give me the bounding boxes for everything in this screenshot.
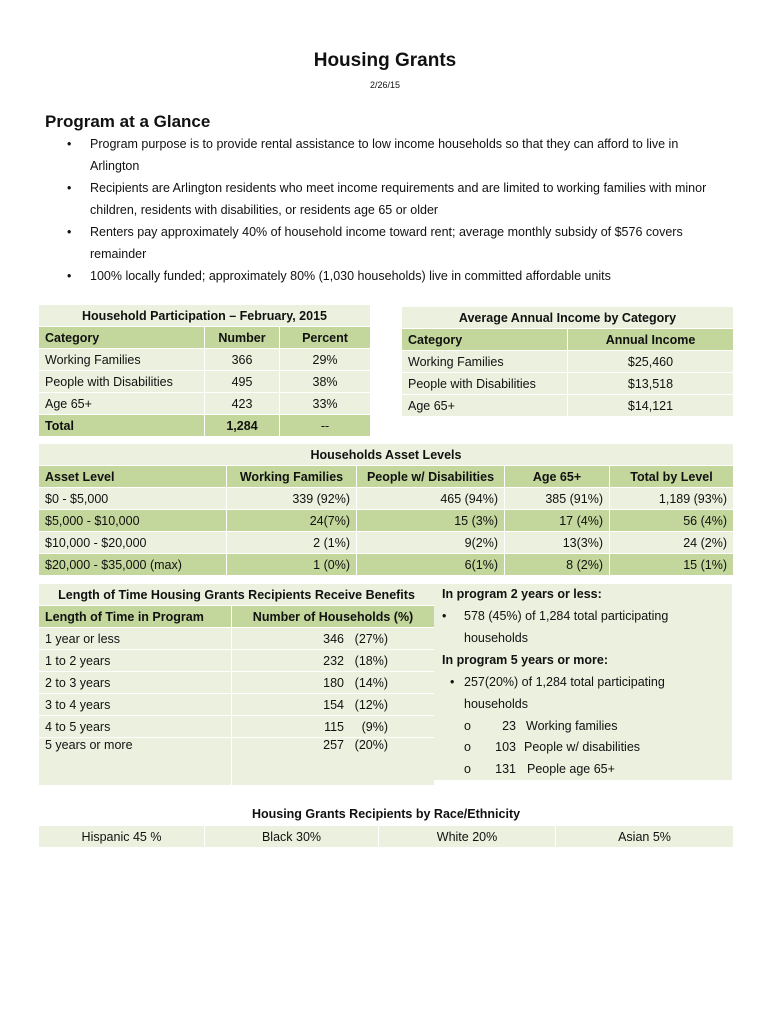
households-cell [232, 672, 435, 694]
asset-value-cell: 1 (0%) [227, 554, 357, 576]
households-count: 346 [323, 631, 344, 646]
circle-bullet-icon: o [464, 762, 471, 776]
table-row [39, 738, 435, 786]
glance-heading: Program at a Glance [45, 112, 211, 131]
race-cell: Black 30% [205, 826, 379, 848]
table-row [39, 672, 435, 694]
income-header: Annual Income [568, 329, 734, 351]
table-row [39, 694, 435, 716]
sub-label: People age 65+ [527, 762, 615, 776]
asset-value-cell: 8 (2%) [505, 554, 610, 576]
page-title: Housing Grants [313, 50, 457, 71]
table-row [39, 532, 734, 554]
length-cell: 2 to 3 years [39, 672, 232, 694]
asset-value-cell: 1,189 (93%) [610, 488, 734, 510]
length-header: Length of Time in Program [39, 606, 232, 628]
asset-header: Asset Level [39, 466, 227, 488]
table-row [39, 488, 734, 510]
income-cell: $14,121 [568, 395, 734, 417]
households-cell [232, 738, 435, 786]
number-cell: 366 [205, 349, 280, 371]
table-row [402, 351, 734, 373]
circle-bullet-icon: o [464, 740, 471, 754]
asset-value-cell: 6(1%) [357, 554, 505, 576]
income-cell: $13,518 [568, 373, 734, 395]
asset-level-cell: $20,000 - $35,000 (max) [39, 554, 227, 576]
category-cell: Age 65+ [402, 395, 568, 417]
number-cell: 423 [205, 393, 280, 415]
category-cell: Working Families [402, 351, 568, 373]
race-caption: Housing Grants Recipients by Race/Ethnicity [39, 803, 734, 826]
sub-label: Working families [526, 719, 618, 733]
asset-value-cell: 2 (1%) [227, 532, 357, 554]
circle-bullet-icon: o [464, 719, 471, 733]
category-cell: Working Families [39, 349, 205, 371]
income-cell: $25,460 [568, 351, 734, 373]
asset-value-cell: 15 (1%) [610, 554, 734, 576]
households-cell [232, 628, 435, 650]
households-cell [232, 716, 435, 738]
glance-bullet: • 100% locally funded; approximately 80% (1,030 households) live in committed affordable units [50, 265, 730, 287]
table-row [39, 393, 371, 415]
asset-value-cell: 9(2%) [357, 532, 505, 554]
total-percent: -- [280, 415, 371, 437]
asset-level-cell: $0 - $5,000 [39, 488, 227, 510]
race-cell: Hispanic 45 % [39, 826, 205, 848]
households-count: 154 [323, 697, 344, 712]
total-number: 1,284 [205, 415, 280, 437]
participation-header: Percent [280, 327, 371, 349]
table-row [39, 371, 371, 393]
percent-cell: 29% [280, 349, 371, 371]
table-row [39, 650, 435, 672]
table-row [39, 716, 435, 738]
asset-value-cell: 15 (3%) [357, 510, 505, 532]
asset-value-cell: 13(3%) [505, 532, 610, 554]
asset-value-cell: 24 (2%) [610, 532, 734, 554]
participation-header: Category [39, 327, 205, 349]
length-cell: 1 to 2 years [39, 650, 232, 672]
table-row [39, 510, 734, 532]
length-cell: 4 to 5 years [39, 716, 232, 738]
race-cell: Asian 5% [556, 826, 734, 848]
asset-level-cell: $5,000 - $10,000 [39, 510, 227, 532]
duration-bullet-long-cont: households [464, 697, 528, 711]
sub-count: 131 [495, 762, 516, 776]
households-percent: (27%) [354, 631, 388, 646]
asset-value-cell: 24(7%) [227, 510, 357, 532]
sub-count: 103 [495, 740, 516, 754]
income-table [401, 306, 734, 417]
households-cell [232, 650, 435, 672]
sub-count: 23 [502, 719, 516, 733]
asset-header: Total by Level [610, 466, 734, 488]
bullet-icon: • [450, 675, 455, 689]
category-cell: Age 65+ [39, 393, 205, 415]
income-caption: Average Annual Income by Category [402, 307, 734, 329]
percent-cell: 38% [280, 371, 371, 393]
bullet-icon: • [442, 609, 447, 623]
length-header: Number of Households (%) [232, 606, 435, 628]
glance-bullets [50, 133, 730, 287]
asset-value-cell: 385 (91%) [505, 488, 610, 510]
asset-header: Working Families [227, 466, 357, 488]
table-row [402, 395, 734, 417]
asset-value-cell: 17 (4%) [505, 510, 610, 532]
households-percent: (12%) [354, 697, 388, 712]
households-count: 180 [323, 675, 344, 690]
glance-bullet: • Recipients are Arlington residents who meet income requirements and are limited to working families with minor children, residents with disabilities, or residents age 65 or older [50, 177, 730, 221]
total-label: Total [39, 415, 205, 437]
table-row-total [39, 415, 371, 437]
participation-caption: Household Participation – February, 2015 [39, 305, 371, 327]
participation-table [38, 304, 371, 437]
duration-bullet-short: 578 (45%) of 1,284 total participating [464, 609, 669, 623]
number-cell: 495 [205, 371, 280, 393]
sub-label: People w/ disabilities [524, 740, 641, 754]
glance-bullet: • Renters pay approximately 40% of household income toward rent; average monthly subsidy of $576 covers remainder [50, 221, 730, 265]
asset-table [38, 443, 734, 576]
income-header: Category [402, 329, 568, 351]
table-row [39, 628, 435, 650]
asset-header: People w/ Disabilities [357, 466, 505, 488]
households-count: 115 [324, 719, 344, 734]
households-percent: (18%) [354, 653, 388, 668]
asset-header: Age 65+ [505, 466, 610, 488]
asset-value-cell: 56 (4%) [610, 510, 734, 532]
length-cell: 3 to 4 years [39, 694, 232, 716]
duration-heading-long: In program 5 years or more: [442, 653, 609, 667]
asset-caption: Households Asset Levels [39, 444, 734, 466]
households-cell [232, 694, 435, 716]
households-count: 257 [323, 738, 344, 752]
length-cell: 1 year or less [39, 628, 232, 650]
race-cell: White 20% [379, 826, 556, 848]
households-count: 232 [323, 653, 344, 668]
category-cell: People with Disabilities [39, 371, 205, 393]
table-row [39, 554, 734, 576]
asset-level-cell: $10,000 - $20,000 [39, 532, 227, 554]
glance-bullet: • Program purpose is to provide rental assistance to low income households so that they can afford to live in Arlington [50, 133, 730, 177]
households-percent: (20%) [354, 738, 388, 752]
page-date: 2/26/15 [369, 80, 401, 90]
category-cell: People with Disabilities [402, 373, 568, 395]
table-row [39, 826, 734, 848]
duration-bullet-short-cont: households [464, 631, 528, 645]
length-caption: Length of Time Housing Grants Recipients Receive Benefits [39, 584, 435, 606]
asset-value-cell: 465 (94%) [357, 488, 505, 510]
households-percent: (9%) [361, 719, 388, 734]
percent-cell: 33% [280, 393, 371, 415]
table-row [402, 373, 734, 395]
households-percent: (14%) [354, 675, 388, 690]
length-table [38, 583, 435, 786]
length-cell: 5 years or more [39, 738, 232, 786]
duration-bullet-long: 257(20%) of 1,284 total participating [464, 675, 665, 689]
asset-value-cell: 339 (92%) [227, 488, 357, 510]
duration-heading-short: In program 2 years or less: [442, 587, 602, 601]
duration-notes [434, 584, 732, 780]
participation-header: Number [205, 327, 280, 349]
race-table [38, 802, 734, 848]
table-row [39, 349, 371, 371]
